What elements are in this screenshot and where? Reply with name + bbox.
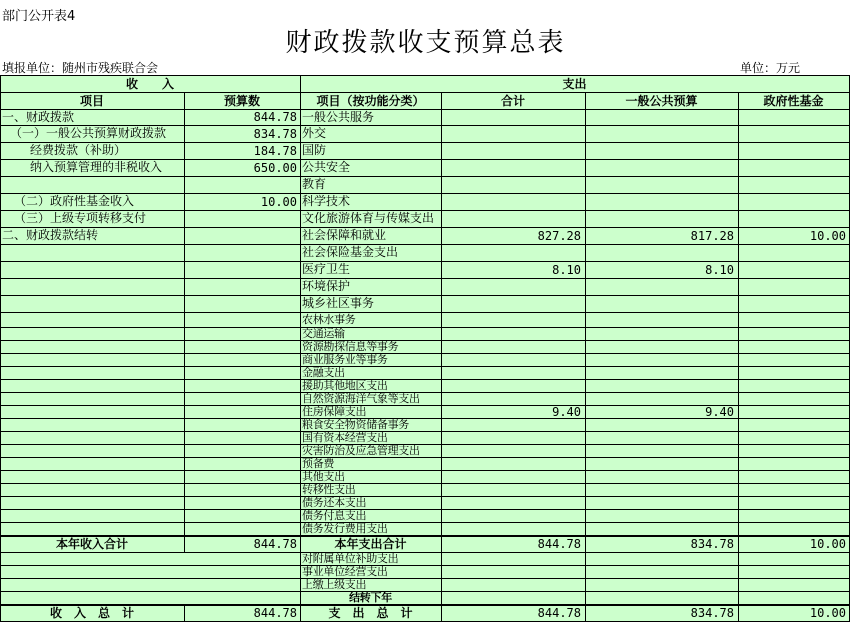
expense-item-label: 其他支出 (302, 470, 345, 483)
expense-item-total (441, 367, 581, 379)
expense-item-total (441, 497, 581, 509)
expense-item-general (585, 523, 734, 535)
expense-item-label: 资源勘探信息等事务 (302, 340, 399, 353)
expense-item-total: 8.10 (552, 263, 581, 277)
income-item-label: 纳入预算管理的非税收入 (30, 160, 163, 174)
expense-item-general (585, 245, 734, 261)
expense-item-label: 国有资本经营支出 (302, 431, 388, 444)
expense-item-general (585, 143, 734, 159)
year-expense-total-label: 本年支出合计 (334, 537, 407, 551)
expense-item-fund (738, 406, 846, 418)
expense-item-label: 转移性支出 (302, 483, 356, 496)
expense-item-general (585, 510, 734, 522)
extra-expense-label: 上缴上级支出 (302, 578, 367, 591)
expense-item-total (441, 510, 581, 522)
expense-item-fund (738, 484, 846, 496)
income-item-label: （一）一般公共预算财政拨款 (10, 126, 167, 140)
expense-item-general: 8.10 (705, 263, 734, 277)
expense-item-fund (738, 523, 846, 535)
form-tag: 部门公开表4 (2, 9, 76, 24)
expense-item-fund (738, 313, 846, 327)
income-item-label: 经费拨款（补助） (30, 143, 127, 157)
expense-item-total (441, 194, 581, 210)
expense-item-total (441, 160, 581, 176)
expense-item-label: 外交 (302, 126, 327, 140)
expense-item-total (441, 126, 581, 142)
expense-item-total (441, 341, 581, 353)
grand-expense-total-total: 844.78 (537, 606, 581, 620)
income-item-value (184, 211, 297, 227)
expense-item-fund (738, 497, 846, 509)
expense-item-general (585, 296, 734, 312)
expense-item-label: 农林水事务 (302, 313, 356, 326)
expense-item-label: 商业服务业等事务 (302, 353, 388, 366)
expense-item-fund (738, 143, 846, 159)
expense-item-label: 灾害防治及应急管理支出 (302, 444, 420, 457)
income-item-value: 650.00 (253, 161, 297, 175)
expense-item-general (585, 367, 734, 379)
expense-item-general (585, 279, 734, 295)
expense-item-general (585, 160, 734, 176)
expense-item-general (585, 458, 734, 470)
column-header-fund: 政府性基金 (763, 94, 824, 108)
expense-item-total (441, 380, 581, 392)
grand-expense-total-fund: 10.00 (809, 606, 846, 620)
expense-item-fund (738, 328, 846, 340)
expense-item-total (441, 523, 581, 535)
expense-item-general: 817.28 (690, 229, 734, 243)
expense-item-fund (738, 393, 846, 405)
income-item-value: 184.78 (253, 144, 297, 158)
expense-item-general (585, 497, 734, 509)
expense-item-general (585, 313, 734, 327)
expense-item-total (441, 279, 581, 295)
expense-item-label: 粮食安全物资储备事务 (302, 418, 409, 431)
expense-item-fund (738, 367, 846, 379)
column-header-item: 项目 (79, 94, 104, 108)
expense-item-fund (738, 471, 846, 483)
grand-expense-total-label: 支 出 总 计 (328, 606, 413, 620)
expense-item-general (585, 126, 734, 142)
extra-expense-label: 对附属单位补助支出 (302, 552, 399, 565)
expense-item-total (441, 419, 581, 431)
expense-item-label: 预备费 (302, 457, 335, 470)
expense-item-label: 医疗卫生 (302, 262, 351, 276)
expense-item-fund (738, 432, 846, 444)
expense-item-label: 住房保障支出 (302, 405, 367, 418)
expense-item-general (585, 471, 734, 483)
expense-item-label: 交通运输 (302, 327, 345, 340)
extra-expense-label: 事业单位经营支出 (302, 565, 388, 578)
expense-item-fund (738, 194, 846, 210)
expense-item-total (441, 177, 581, 193)
expense-item-total (441, 328, 581, 340)
expense-item-total (441, 445, 581, 457)
grand-expense-total-general: 834.78 (690, 606, 734, 620)
column-header-total: 合计 (500, 94, 525, 108)
year-expense-total-total: 844.78 (537, 537, 581, 551)
expense-item-fund (738, 341, 846, 353)
expense-item-general (585, 211, 734, 227)
expense-item-general (585, 393, 734, 405)
year-income-total-value: 844.78 (253, 537, 297, 551)
page-title: 财政拨款收支预算总表 (285, 28, 566, 58)
expense-item-fund (738, 177, 846, 193)
column-header-func-item: 项目（按功能分类） (316, 94, 425, 108)
income-item-value: 844.78 (253, 110, 297, 124)
expense-item-fund (738, 445, 846, 457)
expense-item-general: 9.40 (705, 406, 734, 418)
expense-item-total (441, 143, 581, 159)
expense-item-fund (738, 211, 846, 227)
expense-item-general (585, 484, 734, 496)
expense-item-total (441, 393, 581, 405)
income-item-label: （三）上级专项转移支付 (14, 211, 147, 225)
expense-item-general (585, 328, 734, 340)
expense-item-fund (738, 296, 846, 312)
expense-item-label: 一般公共服务 (302, 110, 375, 124)
expense-item-total: 9.40 (552, 406, 581, 418)
expense-item-label: 国防 (302, 143, 327, 157)
expense-item-general (585, 432, 734, 444)
expense-item-fund (738, 160, 846, 176)
income-item-value: 10.00 (260, 195, 297, 209)
expense-item-fund (738, 354, 846, 366)
expense-section-header: 支出 (562, 77, 587, 91)
expense-item-fund (738, 245, 846, 261)
expense-item-label: 债务发行费用支出 (302, 522, 388, 535)
expense-item-total (441, 484, 581, 496)
expense-item-fund: 10.00 (809, 229, 846, 243)
expense-item-general (585, 110, 734, 125)
extra-expense-label: 结转下年 (349, 591, 392, 604)
expense-item-label: 社会保险基金支出 (302, 245, 399, 259)
expense-item-label: 城乡社区事务 (302, 296, 375, 310)
column-header-budget: 预算数 (223, 94, 260, 108)
expense-item-general (585, 380, 734, 392)
expense-item-fund (738, 419, 846, 431)
expense-item-general (585, 341, 734, 353)
expense-item-total (441, 296, 581, 312)
expense-item-label: 文化旅游体育与传媒支出 (302, 211, 435, 225)
expense-item-general (585, 194, 734, 210)
expense-item-total (441, 313, 581, 327)
expense-item-label: 援助其他地区支出 (302, 379, 388, 392)
filing-unit: 填报单位：随州市残疾联合会 (2, 61, 159, 75)
expense-item-total (441, 245, 581, 261)
expense-item-fund (738, 380, 846, 392)
expense-item-label: 金融支出 (302, 366, 345, 379)
expense-item-label: 环境保护 (302, 279, 351, 293)
income-section-header: 收 入 (125, 77, 174, 91)
expense-item-total (441, 354, 581, 366)
expense-item-total: 827.28 (537, 229, 581, 243)
income-item-label: 一、财政拨款 (2, 110, 75, 124)
expense-item-label: 公共安全 (302, 160, 351, 174)
expense-item-general (585, 445, 734, 457)
column-header-general: 一般公共预算 (625, 94, 698, 108)
income-item-value (184, 228, 297, 244)
expense-item-total (441, 458, 581, 470)
expense-item-label: 社会保障和就业 (302, 228, 387, 242)
income-item-value (184, 177, 297, 193)
income-item-label: （二）政府性基金收入 (14, 194, 135, 208)
expense-item-total (441, 471, 581, 483)
expense-item-general (585, 177, 734, 193)
expense-item-label: 债务付息支出 (302, 509, 367, 522)
expense-item-fund (738, 110, 846, 125)
expense-item-fund (738, 126, 846, 142)
income-item-value: 834.78 (253, 127, 297, 141)
income-item-label (2, 176, 182, 193)
expense-item-label: 自然资源海洋气象等支出 (302, 392, 420, 405)
year-income-total-label: 本年收入合计 (55, 537, 128, 551)
grand-income-total-value: 844.78 (253, 606, 297, 620)
expense-item-general (585, 419, 734, 431)
expense-item-label: 债务还本支出 (302, 496, 367, 509)
expense-item-fund (738, 262, 846, 278)
expense-item-total (441, 432, 581, 444)
expense-item-fund (738, 279, 846, 295)
expense-item-total (441, 211, 581, 227)
year-expense-total-fund: 10.00 (809, 537, 846, 551)
expense-item-label: 科学技术 (302, 194, 351, 208)
unit-label: 单位：万元 (740, 61, 801, 75)
grand-income-total-label: 收 入 总 计 (49, 606, 134, 620)
year-expense-total-general: 834.78 (690, 537, 734, 551)
expense-item-total (441, 110, 581, 125)
expense-item-general (585, 354, 734, 366)
expense-item-fund (738, 510, 846, 522)
expense-item-label: 教育 (302, 177, 327, 191)
income-item-label: 二、财政拨款结转 (2, 228, 99, 242)
expense-item-fund (738, 458, 846, 470)
budget-table (0, 75, 849, 621)
